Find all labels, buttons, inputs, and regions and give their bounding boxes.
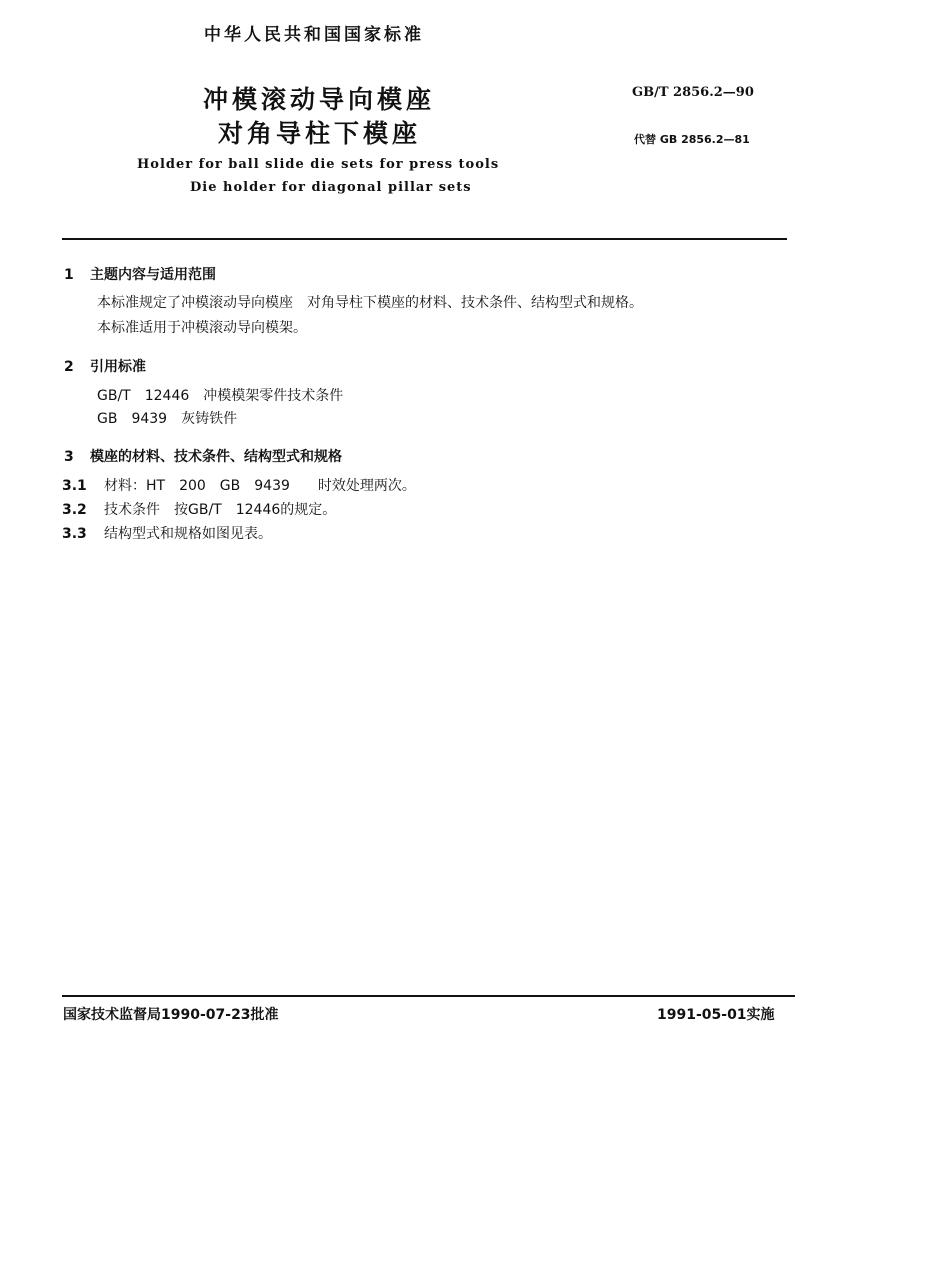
reference-2: GB 9439 灰铸铁件 <box>97 411 238 427</box>
english-title-line-1: Holder for ball slide die sets for press tools <box>137 157 500 172</box>
clause-text: 材料：HT 200 GB 9439 时效处理两次。 <box>104 478 416 494</box>
reference-1: GB/T 12446 冲模模架零件技术条件 <box>97 388 344 404</box>
footer-rule <box>62 995 795 997</box>
replaces-standard: 代替 GB 2856.2—81 <box>634 133 750 146</box>
section-2-heading <box>64 356 146 376</box>
section-1-title: 主题内容与适用范围 <box>90 267 216 283</box>
section-2-title: 引用标准 <box>90 359 146 375</box>
section-2-number: 2 <box>64 359 74 375</box>
english-title-line-2: Die holder for diagonal pillar sets <box>190 180 472 195</box>
clause-number: 3.2 <box>62 502 87 518</box>
clause-3-2 <box>62 499 336 519</box>
approval-date: 国家技术监督局1990-07-23批准 <box>63 1007 279 1023</box>
section-3-title: 模座的材料、技术条件、结构型式和规格 <box>90 449 342 465</box>
section-3-heading <box>64 446 342 466</box>
issuing-org: 中华人民共和国国家标准 <box>204 25 424 45</box>
header-rule <box>62 238 787 240</box>
section-1-heading <box>64 264 216 284</box>
clause-text: 结构型式和规格如图见表。 <box>104 526 272 542</box>
title-line-1: 冲模滚动导向模座 <box>203 85 436 114</box>
section-3-number: 3 <box>64 449 74 465</box>
section-1-paragraph-2: 本标准适用于冲模滚动导向模架。 <box>97 320 307 336</box>
clause-number: 3.3 <box>62 526 87 542</box>
effective-date: 1991-05-01实施 <box>657 1007 775 1023</box>
clause-3-3 <box>62 523 272 543</box>
standard-number: GB/T 2856.2—90 <box>632 85 754 100</box>
section-1-paragraph-1: 本标准规定了冲模滚动导向模座 对角导柱下模座的材料、技术条件、结构型式和规格。 <box>97 295 643 311</box>
clause-text: 技术条件 按GB/T 12446的规定。 <box>104 502 337 518</box>
title-line-2: 对角导柱下模座 <box>218 119 422 148</box>
clause-3-1 <box>62 475 416 495</box>
clause-number: 3.1 <box>62 478 87 494</box>
section-1-number: 1 <box>64 267 74 283</box>
